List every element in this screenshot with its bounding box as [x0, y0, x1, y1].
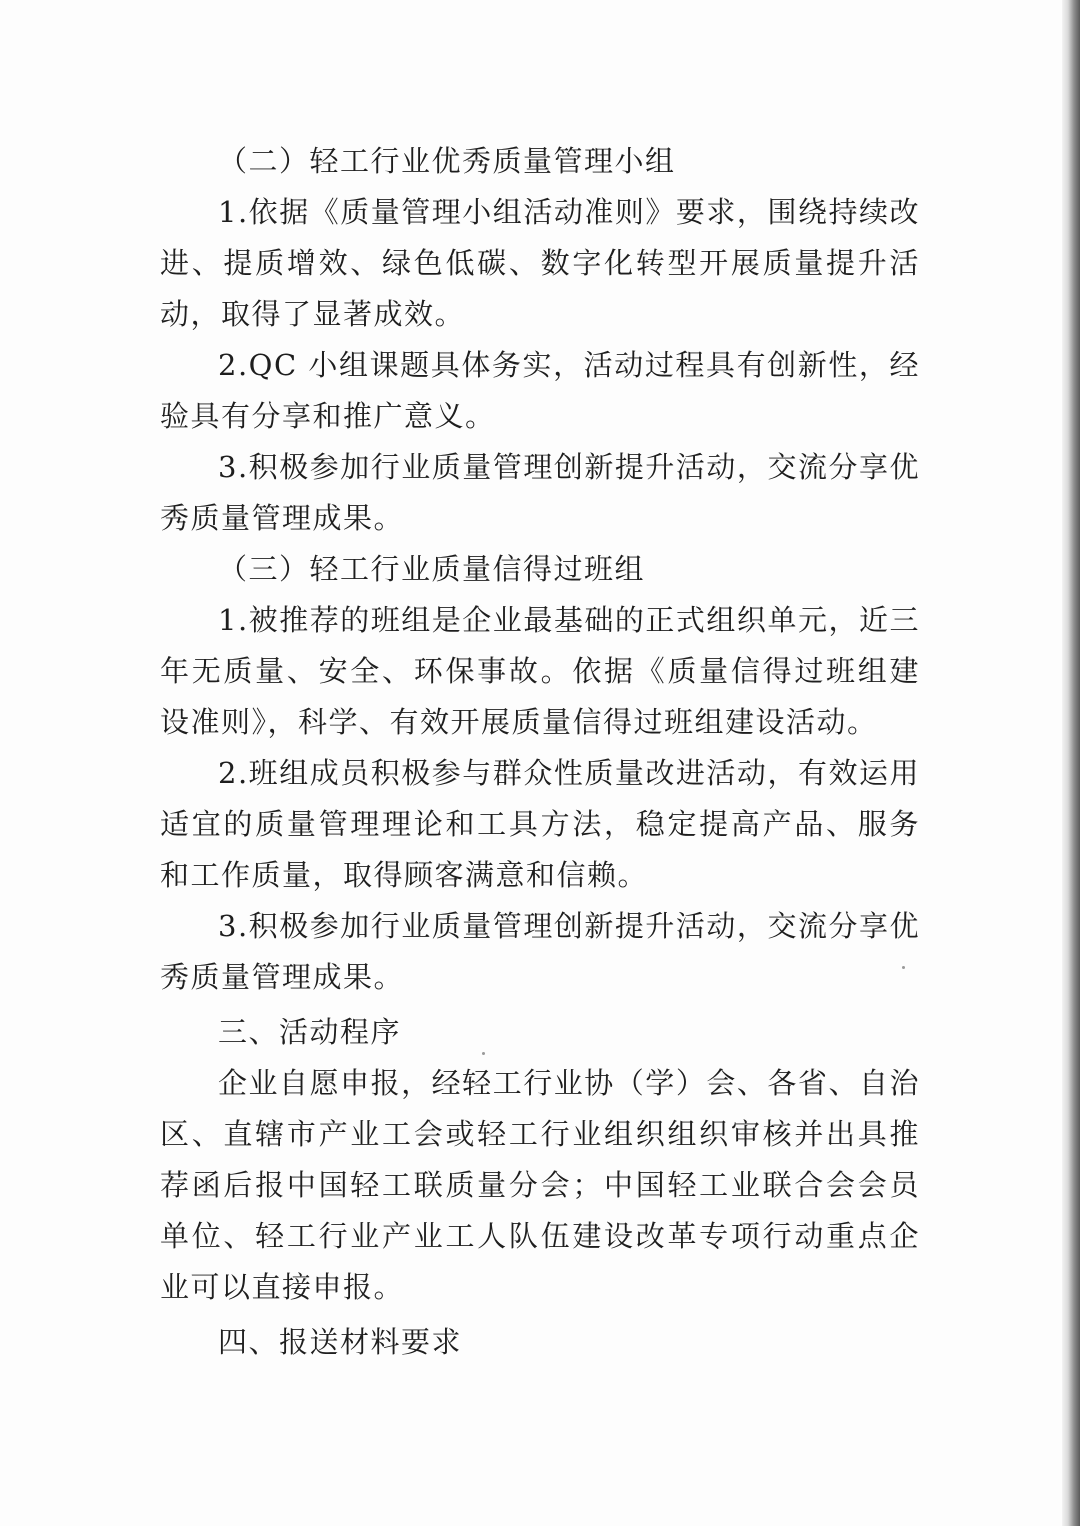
document-body	[160, 136, 920, 1368]
subsection-heading-excellent-qc-groups: （二）轻工行业优秀质量管理小组	[218, 144, 676, 178]
item-text: 1.依据《质量管理小组活动准则》要求，围绕持续改进、提质增效、绿色低碳、数字化转型开展质量提升活动，取得了显著成效。	[160, 195, 920, 331]
procedure-text: 企业自愿申报，经轻工行业协（学）会、各省、自治区、直辖市产业工会或轻工行业组织组织审核并出具推荐函后报中国轻工联质量分会；中国轻工业联合会会员单位、轻工行业产业工人队伍建设改革专项行动重点企业可以直接申报。	[160, 1066, 920, 1304]
item-text: 2.QC 小组课题具体务实，活动过程具有创新性，经验具有分享和推广意义。	[160, 348, 920, 433]
subsection-heading-trusted-teams: （三）轻工行业质量信得过班组	[218, 552, 646, 586]
item-text: 1.被推荐的班组是企业最基础的正式组织单元，近三年无质量、安全、环保事故。依据《质量信得过班组建设准则》，科学、有效开展质量信得过班组建设活动。	[160, 603, 920, 739]
scan-speck	[902, 966, 905, 969]
item-text: 2.班组成员积极参与群众性质量改进活动，有效运用适宜的质量管理理论和工具方法，稳定提高产品、服务和工作质量，取得顾客满意和信赖。	[160, 756, 920, 892]
section-heading-materials: 四、报送材料要求	[218, 1325, 463, 1359]
scan-speck	[482, 1052, 485, 1055]
scan-edge-shadow	[1062, 0, 1080, 1526]
item-text: 3.积极参加行业质量管理创新提升活动，交流分享优秀质量管理成果。	[160, 909, 920, 994]
section-heading-procedure: 三、活动程序	[218, 1015, 402, 1049]
item-text: 3.积极参加行业质量管理创新提升活动，交流分享优秀质量管理成果。	[160, 450, 920, 535]
